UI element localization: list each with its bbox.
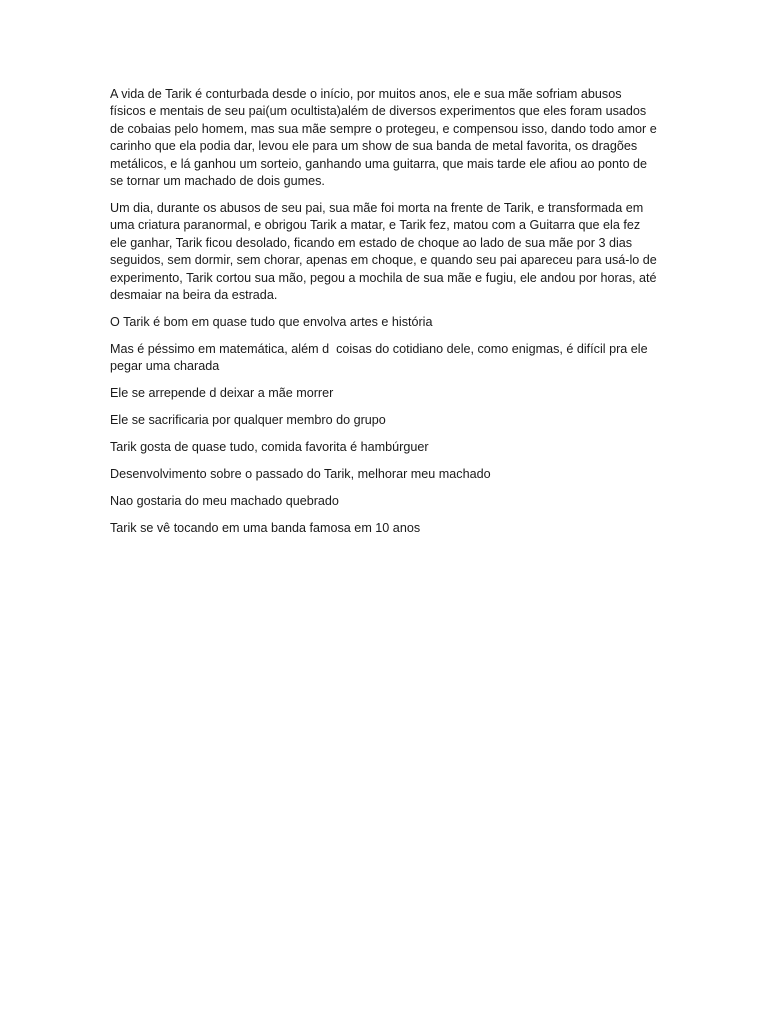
paragraph-dislikes: Nao gostaria do meu machado quebrado — [110, 493, 339, 508]
paragraph-sacrifice: Ele se sacrificaria por qualquer membro do grupo — [110, 413, 386, 427]
paragraph-goals: Desenvolvimento sobre o passado do Tarik, melhorar meu machado — [110, 466, 491, 481]
paragraph-skills: O Tarik é bom em quase tudo que envolva artes e história — [110, 314, 433, 329]
paragraph-weaknesses: Mas é péssimo em matemática, além d coisas do cotidiano dele, como enigmas, é difícil pra ele pegar uma charada — [110, 341, 652, 374]
paragraph-mother-death: Um dia, durante os abusos de seu pai, sua mãe foi morta na frente de Tarik, e transformada em uma criatura paranormal, e obrigou Tarik a matar, e Tarik fez, matou com a Guitarra que ela fez ele ganhar, Tarik ficou desolado, ficando em estado de choque ao lado de sua mãe por 3 dias seguidos, sem dormir, sem chorar, apenas em choque, e quando seu pai apareceu para usá-lo de experimento, Tarik cortou sua mão, pegou a mochila de sua mãe e fugiu, ele andou por horas, até desmaiar na beira da estrada. — [110, 200, 661, 302]
paragraph-regret: Ele se arrepende d deixar a mãe morrer — [110, 386, 334, 401]
paragraph-backstory: A vida de Tarik é conturbada desde o início, por muitos anos, ele e sua mãe sofriam abusos físicos e mentais de seu pai(um ocultista)além de diversos experimentos que eles foram usados de cobaias pelo homem, mas sua mãe sempre o protegeu, e compensou isso, dando todo amor e carinho que ela podia dar, levou ele para um show de sua banda de metal favorita, os dragões metálicos, e lá ganhou um sorteio, ganhando uma guitarra, que mais tarde ele afiou ao ponto de se tornar um machado de dois gumes. — [110, 87, 661, 189]
paragraph-future: Tarik se vê tocando em uma banda famosa em 10 anos — [110, 520, 421, 535]
document-body — [110, 86, 660, 547]
paragraph-likes: Tarik gosta de quase tudo, comida favorita é hambúrguer — [110, 439, 429, 454]
